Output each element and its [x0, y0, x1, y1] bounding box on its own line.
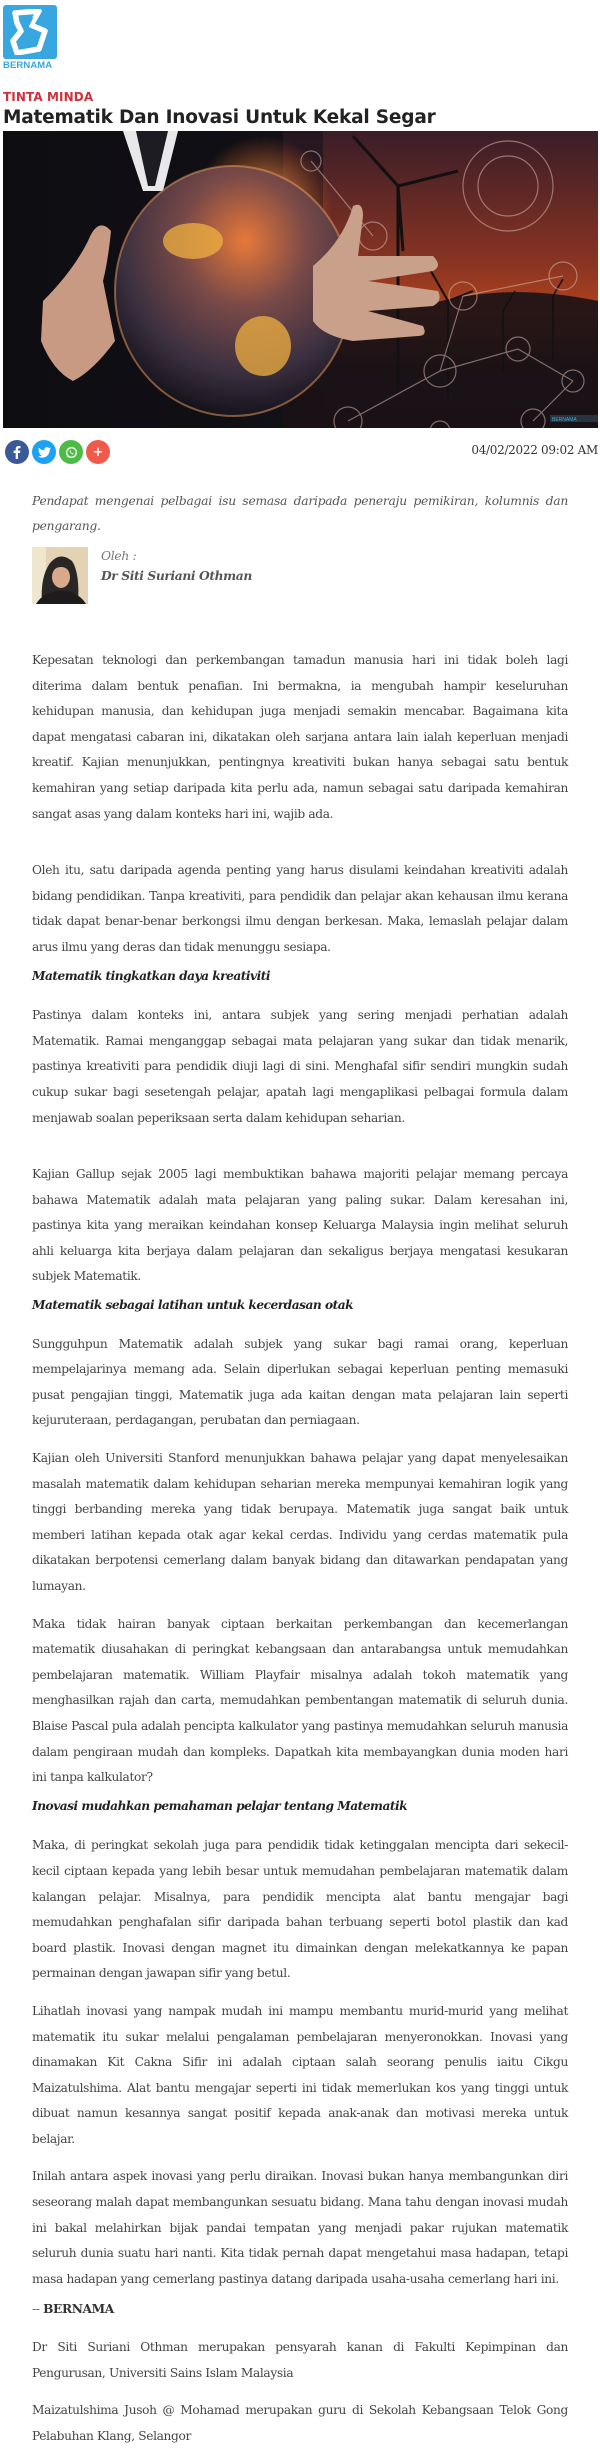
paragraph: Kajian oleh Universiti Stanford menunjukkan bahawa pelajar yang dapat menyelesaikan masalah matematik dalam kehidupan seharian mereka mempunyai kemahiran logik yang tinggi berbanding mereka yang tidak berupaya. Matematik juga sangat baik untuk memberi latihan kepada otak agar kekal cerdas. Individu yang cerdas matematik pula dikatakan berpotensi cemerlang dalam banyak bidang dan ditawarkan pendapatan yang lumayan. — [32, 1451, 568, 1593]
facebook-icon — [11, 445, 23, 459]
paragraph: Inilah antara aspek inovasi yang perlu diraikan. Inovasi bukan hanya membangunkan diri seseorang malah dapat membangunkan sesuatu bidang. Mana tahu dengan inovasi mudah ini bakal melahirkan bijak pandai tempatan yang menjadi pakar rujukan matematik seluruh dunia suatu hari nanti. Kita tidak pernah dapat mengetahui masa hadapan, tetapi masa hadapan yang cemerlang pastinya datang daripada usaha-usaha cemerlang hari ini. — [32, 2169, 568, 2286]
author-avatar — [32, 547, 88, 604]
paragraph: Oleh itu, satu daripada agenda penting yang harus disulami keindahan kreativiti adalah bidang pendidikan. Tanpa kreativiti, para pendidik dan pelajar akan kehausan ilmu kerana tidak dapat benar-benar berkongsi ilmu dengan berkesan. Maka, lemaslah pelajar dalam arus ilmu yang deras dan tidak menunggu sesiapa. — [32, 863, 568, 954]
author-bio: Maizatulshima Jusoh @ Mohamad merupakan guru di Sekolah Kebangsaan Telok Gong Pelabuhan Klang, Selangor — [32, 2403, 568, 2443]
paragraph: Pastinya dalam konteks ini, antara subjek yang sering menjadi perhatian adalah Matematik. Ramai menganggap sebagai mata pelajaran yang sukar dan tidak menarik, pastinya kreativiti para pendidik diuji lagi di sini. Menghafal sifir sendiri mungkin sudah cukup sukar bagi sesetengah pelajar, apatah lagi mengaplikasi pelbagai formula dalam menjawab soalan peperiksaan serta dalam kehidupan seharian. — [32, 1008, 568, 1125]
column-intro: Pendapat mengenai pelbagai isu semasa daripada peneraju pemikiran, kolumnis dan pengarang. — [32, 494, 568, 533]
paragraph: Kajian Gallup sejak 2005 lagi membuktikan bahawa majoriti pelajar memang percaya bahawa Matematik adalah mata pelajaran yang paling sukar. Dalam keresahan ini, pastinya kita yang meraikan keindahan konsep Keluarga Malaysia ingin melihat seluruh ahli keluarga kita berjaya dalam pelajaran dan sekaligus berjaya mengatasi kesukaran subjek Matematik. — [32, 1167, 568, 1284]
bernama-logo[interactable] — [3, 5, 57, 71]
section-heading: Matematik sebagai latihan untuk kecerdasan otak — [32, 1298, 354, 1313]
paragraph: Lihatlah inovasi yang nampak mudah ini mampu membantu murid-murid yang melihat matematik itu sukar melalui pengalaman pembelajaran menyeronokkan. Inovasi yang dinamakan Kit Cakna Sifir ini adalah ciptaan salah seorang penulis iaitu Cikgu Maizatulshima. Alat bantu mengajar seperti ini tidak memerlukan kos yang tinggi untuk dibuat namun kesannya sangat positif kepada anak-anak dan motivasi mereka untuk belajar. — [32, 2003, 568, 2146]
signoff-dash: -- — [32, 2302, 44, 2317]
article-title: Matematik Dan Inovasi Untuk Kekal Segar — [3, 107, 436, 128]
author-byline — [32, 547, 252, 604]
paragraph: Maka, di peringkat sekolah juga para pendidik tidak ketinggalan mencipta dari sekecil-kecil ciptaan kepada yang lebih besar untuk memudahan pembelajaran matematik dalam kalangan pelajar. Misalnya, para pendidik mencipta alat bantu mengajar bagi memudahkan penghafalan sifir daripada bahan terbuang seperti botol plastik dan kad board plastik. Inovasi dengan magnet itu dimainkan dengan melekatkannya ke papan permainan dengan jawapan sifir yang betul. — [32, 1838, 568, 1981]
hero-watermark: BERNAMA — [552, 417, 577, 423]
section-heading: Inovasi mudahkan pemahaman pelajar tentang Matematik — [32, 1798, 408, 1813]
bernama-b-logo-icon — [3, 5, 57, 59]
whatsapp-icon — [65, 446, 78, 459]
paragraph: Maka tidak hairan banyak ciptaan berkaitan perkembangan dan kecemerlangan matematik diusahakan di peringkat kebangsaan dan antarabangsa untuk memudahkan pembelajaran matematik. William Playfair misalnya adalah tokoh matematik yang menghasilkan rajah dan carta, memudahkan pembentangan matematik di seluruh dunia. Blaise Pascal pula adalah pencipta kalkulator yang pastinya memudahkan seluruh manusia dalam pengiraan mudah dan kompleks. Dapatkah kita membayangkan dunia moden hari ini tanpa kalkulator? — [32, 1616, 568, 1785]
share-more-button[interactable] — [86, 440, 110, 464]
twitter-icon — [38, 447, 51, 458]
logo-text: BERNAMA — [3, 60, 53, 71]
plus-icon: + — [92, 444, 104, 460]
signoff — [32, 2297, 568, 2323]
share-bar — [5, 440, 110, 464]
share-whatsapp-button[interactable] — [59, 440, 83, 464]
publish-date: 04/02/2022 09:02 AM — [471, 443, 598, 457]
paragraph: Kepesatan teknologi dan perkembangan tamadun manusia hari ini tidak boleh lagi diterima dalam bentuk penafian. Ini bermakna, ia mengubah hampir keseluruhan kehidupan manusia, dan kehidupan juga menjadi semakin mencabar. Bagaimana kita dapat mengatasi cabaran ini, dikatakan oleh sarjana antara lain ialah keperluan menjadi kreatif. Kajian menunjukkan, pentingnya kreativiti bukan hanya sebagai satu bentuk kemahiran yang setiap daripada kita perlu ada, namun sebagai satu daripada kemahiran sangat asas yang dalam konteks hari ini, wajib ada. — [32, 653, 568, 821]
author-label: Oleh : — [101, 549, 137, 563]
signoff-agency: BERNAMA — [43, 2302, 114, 2317]
article-body — [32, 648, 568, 2449]
section-heading: Matematik tingkatkan daya kreativiti — [32, 968, 270, 983]
category-label[interactable]: TINTA MINDA — [3, 90, 94, 104]
paragraph: Sungguhpun Matematik adalah subjek yang sukar bagi ramai orang, keperluan mempelajarinya memang ada. Selain diperlukan sebagai keperluan penting memasuki pusat pengajian tinggi, Matematik juga ada kaitan dengan mata pelajaran lain seperti kejuruteraan, perdagangan, perubatan dan perniagaan. — [32, 1336, 568, 1428]
hero-image — [3, 131, 598, 428]
author-bio: Dr Siti Suriani Othman merupakan pensyarah kanan di Fakulti Kepimpinan dan Pengurusan, Universiti Sains Islam Malaysia — [32, 2340, 568, 2380]
author-name[interactable]: Dr Siti Suriani Othman — [101, 568, 252, 583]
share-facebook-button[interactable] — [5, 440, 29, 464]
share-twitter-button[interactable] — [32, 440, 56, 464]
